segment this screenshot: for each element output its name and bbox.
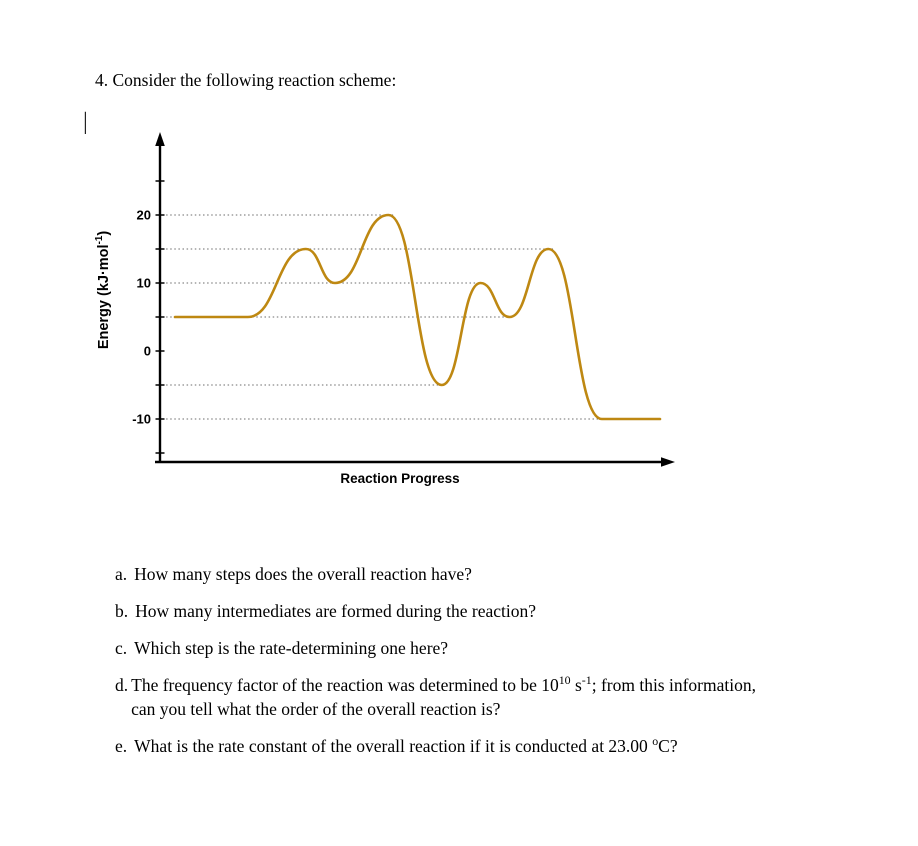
x-axis-arrowhead <box>661 457 675 467</box>
question-d-line1-post: ; from this information, <box>591 675 756 695</box>
y-axis-label-superscript: -1 <box>94 235 106 245</box>
reaction-energy-curve <box>175 215 660 419</box>
question-d-mid: s <box>570 675 582 695</box>
question-c-label: c. <box>115 638 128 658</box>
question-d <box>115 673 875 721</box>
question-e-pre: What is the rate constant of the overall reaction if it is conducted at 23.00 <box>134 736 653 756</box>
question-list <box>115 562 875 771</box>
question-e-post: C? <box>658 736 678 756</box>
y-axis-label <box>96 231 112 349</box>
x-axis-label: Reaction Progress <box>340 471 460 486</box>
question-a-text: How many steps does the overall reaction have? <box>134 564 472 584</box>
y-axis-arrowhead <box>155 132 165 146</box>
energy-diagram-svg <box>85 120 685 500</box>
y-tick-label--10: -10 <box>132 411 151 427</box>
question-d-line2: can you tell what the order of the overall reaction is? <box>131 699 501 719</box>
question-e <box>115 734 875 758</box>
question-a-label: a. <box>115 564 128 584</box>
question-c-text: Which step is the rate-determining one here? <box>134 638 449 658</box>
question-b-text: How many intermediates are formed during the reaction? <box>135 601 537 621</box>
question-e-degree-superscript: o <box>652 734 659 749</box>
question-title: 4. Consider the following reaction scheme: <box>95 70 397 90</box>
y-tick-label-0: 0 <box>143 343 151 359</box>
y-tick-label-10: 10 <box>136 275 151 291</box>
y-axis-label-close: ) <box>96 230 112 236</box>
question-c <box>115 636 875 660</box>
question-e-text <box>134 734 677 758</box>
question-b <box>115 599 875 623</box>
energy-diagram <box>85 120 685 500</box>
y-axis-label-text: Energy (kJ·mol <box>96 244 112 350</box>
question-d-superscript-units: -1 <box>581 673 592 688</box>
question-a <box>115 562 875 586</box>
question-d-label: d. <box>115 675 129 695</box>
question-e-label: e. <box>115 736 128 756</box>
question-d-line1-pre: The frequency factor of the reaction was determined to be 10 <box>131 675 559 695</box>
question-b-label: b. <box>115 601 129 621</box>
question-d-superscript-exponent: 10 <box>558 673 571 688</box>
text-cursor-artifact: | <box>83 109 88 135</box>
y-tick-label-20: 20 <box>136 207 151 223</box>
question-d-text <box>131 673 756 721</box>
y-tick-labels-group <box>132 208 151 427</box>
